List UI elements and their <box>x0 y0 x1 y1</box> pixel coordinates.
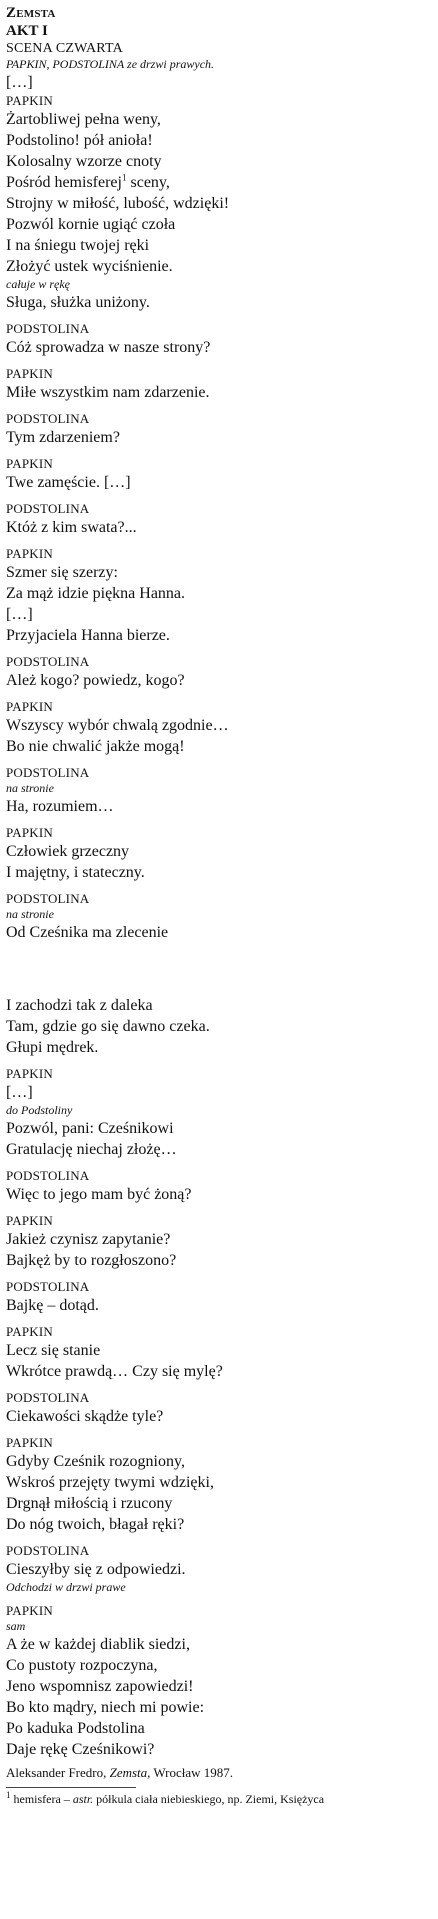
speaker-name: PAPKIN <box>6 1435 53 1450</box>
speaker-name: PODSTOLINA <box>6 1390 90 1405</box>
stage-direction: do Podstoliny <box>6 1103 73 1117</box>
verse-line: Wkrótce prawdą… Czy się mylę? <box>6 1363 223 1380</box>
footnote-number: 1 <box>6 1790 11 1800</box>
source-citation <box>6 1764 438 1781</box>
verse-line: Bo kto mądry, niech mi powie: <box>6 1699 205 1716</box>
verse-line: Któż z kim swata?... <box>6 519 137 536</box>
speaker-name: PAPKIN <box>6 546 53 561</box>
stage-direction: na stronie <box>6 907 54 921</box>
speaker-name: PODSTOLINA <box>6 654 90 669</box>
footnote <box>6 1792 438 1807</box>
speaker-name: PODSTOLINA <box>6 501 90 516</box>
footnote-definition: półkula ciała niebieskiego, np. Ziemi, Księżyca <box>93 1792 325 1806</box>
footnote-abbreviation: astr. <box>72 1792 94 1806</box>
blank-space <box>6 943 438 995</box>
stage-direction: PAPKIN, PODSTOLINA ze drzwi prawych. <box>6 57 215 71</box>
verse-line: A że w każdej diablik siedzi, <box>6 1636 190 1653</box>
speaker-name: PODSTOLINA <box>6 891 90 906</box>
footnote-divider <box>6 1787 136 1788</box>
verse-line: Od Cześnika ma zlecenie <box>6 924 169 941</box>
verse-line: I zachodzi tak z daleka <box>6 997 153 1014</box>
verse-line: Podstolino! pół anioła! <box>6 132 153 149</box>
speaker-name: PODSTOLINA <box>6 1543 90 1558</box>
verse-line: I na śniegu twojej ręki <box>6 237 150 254</box>
verse-line: Do nóg twoich, błagał ręki? <box>6 1516 185 1533</box>
verse-line: Drgnął miłością i rzucony <box>6 1495 173 1512</box>
speaker-name: PAPKIN <box>6 93 53 108</box>
verse-line: Za mąż idzie piękna Hanna. <box>6 585 186 602</box>
footnote-marker: 1 <box>121 172 127 183</box>
speaker-name: PODSTOLINA <box>6 765 90 780</box>
verse-line: Przyjaciela Hanna bierze. <box>6 627 170 644</box>
stage-direction: na stronie <box>6 781 54 795</box>
verse-line: Bajkęż by to rozgłoszono? <box>6 1252 177 1269</box>
verse-line: Złożyć ustek wyciśnienie. <box>6 258 173 275</box>
verse-line: Ależ kogo? powiedz, kogo? <box>6 672 185 689</box>
speaker-name: PAPKIN <box>6 1066 53 1081</box>
verse-line: Strojny w miłość, lubość, wdzięki! <box>6 195 230 212</box>
stage-direction: całuje w rękę <box>6 277 70 291</box>
verse-line: Wskroś przejęty twymi wdzięki, <box>6 1474 214 1491</box>
verse-line: Człowiek grzeczny <box>6 843 130 860</box>
verse-line: Gratulację niechaj złożę… <box>6 1141 177 1158</box>
source-work-title: Zemsta <box>109 1765 148 1780</box>
verse-line: Głupi mędrek. <box>6 1039 99 1056</box>
verse-line <box>6 172 438 193</box>
omission-mark: […] <box>6 606 33 623</box>
speaker-name: PODSTOLINA <box>6 321 90 336</box>
verse-line: Ha, rozumiem… <box>6 798 114 815</box>
verse-line: Twe zamęście. […] <box>6 474 131 491</box>
speaker-name: PAPKIN <box>6 1213 53 1228</box>
verse-line: Szmer się szerzy: <box>6 564 118 581</box>
verse-line: Wszyscy wybór chwalą zgodnie… <box>6 717 229 734</box>
verse-text: Pośród hemisferej <box>6 174 122 191</box>
verse-text: sceny, <box>126 174 170 191</box>
verse-line: Lecz się stanie <box>6 1342 101 1359</box>
verse-line: Daje rękę Cześnikowi? <box>6 1741 155 1758</box>
speaker-name: PAPKIN <box>6 1603 53 1618</box>
stage-direction: sam <box>6 1619 26 1633</box>
verse-line: Bajkę – dotąd. <box>6 1297 99 1314</box>
speaker-name: PODSTOLINA <box>6 411 90 426</box>
verse-line: Sługa, służka uniżony. <box>6 294 150 311</box>
speaker-name: PAPKIN <box>6 699 53 714</box>
verse-line: Miłe wszystkim nam zdarzenie. <box>6 384 210 401</box>
verse-line: Więc to jego mam być żoną? <box>6 1186 192 1203</box>
speaker-name: PAPKIN <box>6 1324 53 1339</box>
speaker-name: PAPKIN <box>6 366 53 381</box>
omission-mark: […] <box>6 1084 33 1101</box>
verse-line: Ciekawości skądże tyle? <box>6 1408 164 1425</box>
verse-line: I majętny, i stateczny. <box>6 864 145 881</box>
verse-line: Co pustoty rozpoczyna, <box>6 1657 158 1674</box>
footnote-term: hemisfera – <box>10 1792 73 1806</box>
verse-line: Tam, gdzie go się dawno czeka. <box>6 1018 210 1035</box>
verse-line: Jakież czynisz zapytanie? <box>6 1231 171 1248</box>
speaker-name: PODSTOLINA <box>6 1168 90 1183</box>
stage-direction: Odchodzi w drzwi prawe <box>6 1580 126 1594</box>
speaker-name: PAPKIN <box>6 456 53 471</box>
verse-line: Cóż sprowadza w nasze strony? <box>6 339 211 356</box>
speaker-name: PAPKIN <box>6 825 53 840</box>
verse-line: Cieszyłby się z odpowiedzi. <box>6 1561 186 1578</box>
source-author: Aleksander Fredro, <box>6 1765 110 1780</box>
scene-heading: SCENA CZWARTA <box>6 41 123 56</box>
omission-mark: […] <box>6 74 33 91</box>
play-title: Zemsta <box>6 5 56 21</box>
verse-line: Jeno wspomnisz zapowiedzi! <box>6 1678 194 1695</box>
act-heading: AKT I <box>6 23 48 39</box>
source-publication: , Wrocław 1987. <box>147 1765 234 1780</box>
verse-line: Pozwól, pani: Cześnikowi <box>6 1120 174 1137</box>
speaker-name: PODSTOLINA <box>6 1279 90 1294</box>
verse-line: Pozwól kornie ugiąć czoła <box>6 216 176 233</box>
verse-line: Gdyby Cześnik rozogniony, <box>6 1453 185 1470</box>
verse-line: Żartobliwej pełna weny, <box>6 111 161 128</box>
verse-line: Po kaduka Podstolina <box>6 1720 145 1737</box>
verse-line: Kolosalny wzorze cnoty <box>6 153 162 170</box>
verse-line: Bo nie chwalić jakże mogą! <box>6 738 185 755</box>
verse-line: Tym zdarzeniem? <box>6 429 120 446</box>
